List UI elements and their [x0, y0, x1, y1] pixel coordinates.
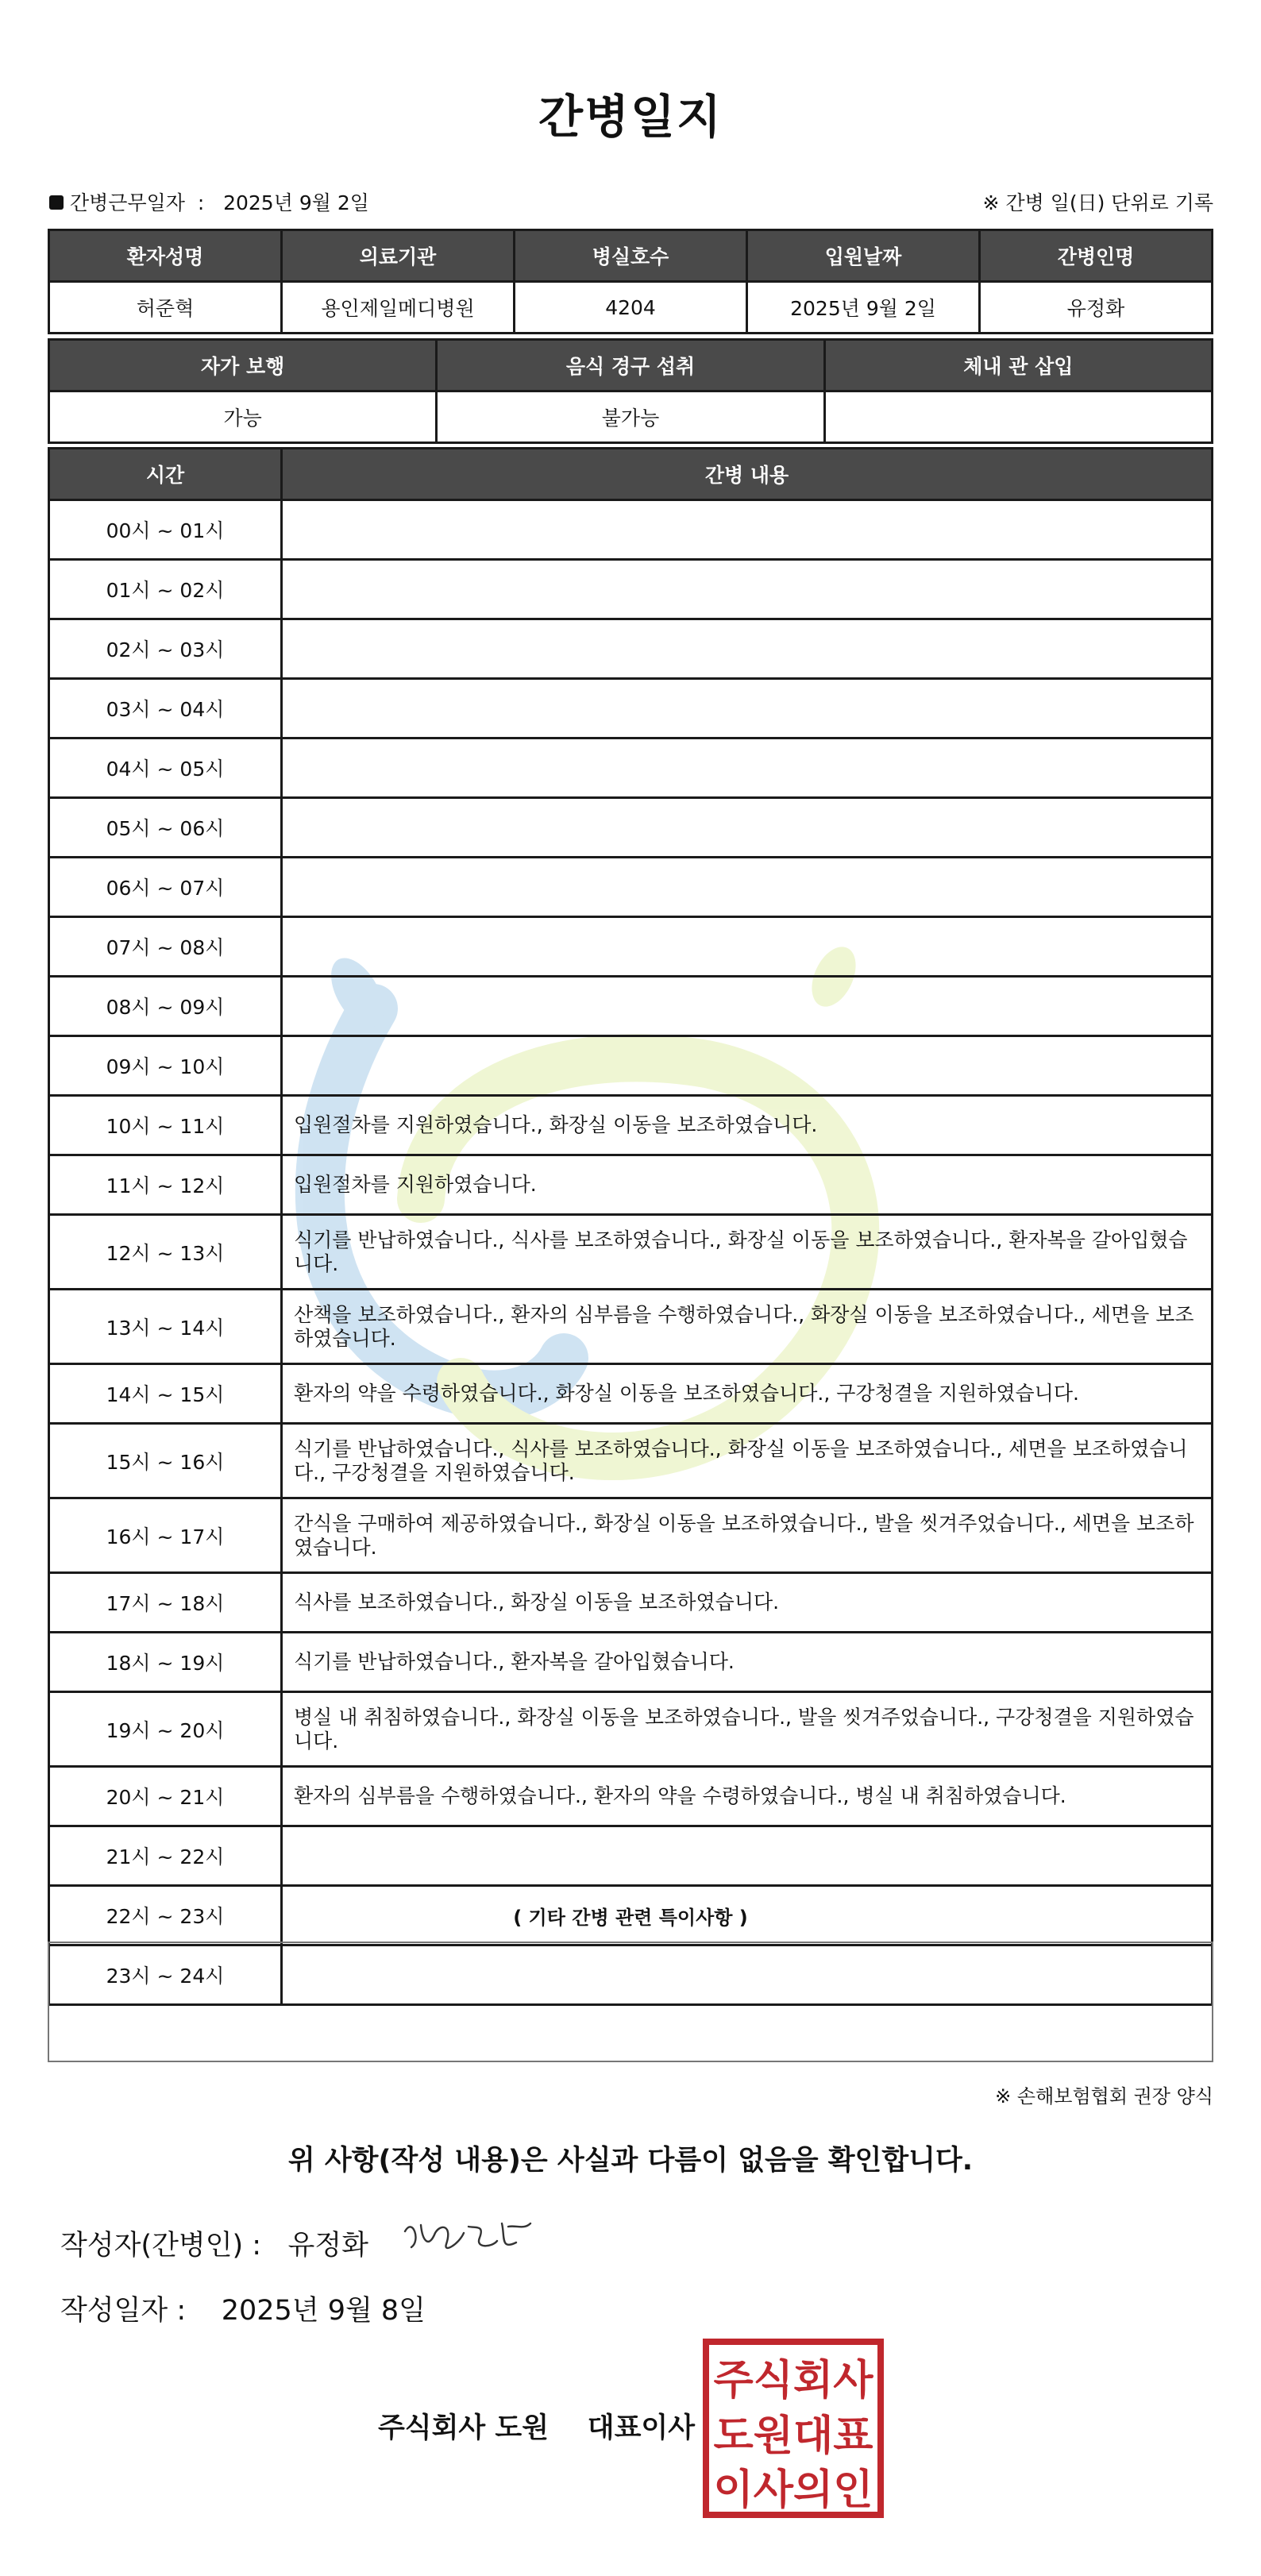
log-content: 간식을 구매하여 제공하였습니다., 화장실 이동을 보조하였습니다., 발을 씻겨주었습니다., 세면을 보조하였습니다. — [282, 1498, 1213, 1573]
log-row — [49, 1826, 1213, 1886]
caregiver-name: 유정화 — [980, 282, 1213, 334]
writer-label: 작성자(간병인) : — [60, 2230, 262, 2262]
header-hospital: 의료기관 — [282, 230, 515, 282]
log-content — [282, 679, 1213, 738]
tube-insertion-status — [824, 391, 1212, 443]
log-content — [282, 619, 1213, 679]
unit-note: ※ 간병 일(日) 단위로 기록 — [982, 191, 1213, 214]
patient-status-table — [48, 338, 1213, 444]
log-row — [49, 1036, 1213, 1096]
log-time: 01시 ~ 02시 — [49, 560, 282, 619]
log-time: 04시 ~ 05시 — [49, 738, 282, 798]
care-log-table — [48, 447, 1213, 2006]
header-room: 병실호수 — [515, 230, 747, 282]
log-time: 05시 ~ 06시 — [49, 798, 282, 858]
company-seal — [703, 2339, 884, 2518]
notes-box — [48, 1942, 1213, 2062]
header-time: 시간 — [49, 449, 282, 500]
log-content — [282, 1826, 1213, 1886]
walking-status: 가능 — [49, 391, 437, 443]
work-date-separator: : — [197, 191, 205, 214]
company-title: 대표이사 — [587, 2412, 696, 2444]
log-time: 18시 ~ 19시 — [49, 1633, 282, 1692]
log-time: 12시 ~ 13시 — [49, 1215, 282, 1290]
log-content — [282, 917, 1213, 977]
written-date-line — [60, 2289, 426, 2328]
log-row — [49, 1573, 1213, 1633]
oral-intake-status: 불가능 — [437, 391, 824, 443]
log-content — [282, 1036, 1213, 1096]
log-time: 20시 ~ 21시 — [49, 1767, 282, 1826]
log-content: 식기를 반납하였습니다., 식사를 보조하였습니다., 화장실 이동을 보조하였습니다., 세면을 보조하였습니다., 구강청결을 지원하였습니다. — [282, 1424, 1213, 1498]
header-admission-date: 입원날짜 — [747, 230, 980, 282]
log-row — [49, 1498, 1213, 1573]
hospital-name: 용인제일메디병원 — [282, 282, 515, 334]
log-time: 10시 ~ 11시 — [49, 1096, 282, 1155]
seal-line: 주식회사 — [713, 2357, 873, 2404]
log-content — [282, 738, 1213, 798]
header-care-content: 간병 내용 — [282, 449, 1213, 500]
log-time: 07시 ~ 08시 — [49, 917, 282, 977]
log-time: 22시 ~ 23시 — [49, 1886, 282, 1945]
patient-info-table — [48, 229, 1213, 334]
header-caregiver: 간병인명 — [980, 230, 1213, 282]
log-row — [49, 500, 1213, 560]
log-row — [49, 1364, 1213, 1424]
log-time: 19시 ~ 20시 — [49, 1692, 282, 1767]
writer-name: 유정화 — [287, 2230, 368, 2262]
header-tube-insertion: 체내 관 삽입 — [824, 340, 1212, 391]
seal-line: 이사의인 — [713, 2466, 873, 2514]
log-time: 13시 ~ 14시 — [49, 1290, 282, 1364]
header-walking: 자가 보행 — [49, 340, 437, 391]
log-content — [282, 977, 1213, 1036]
log-content: 환자의 약을 수령하였습니다., 화장실 이동을 보조하였습니다., 구강청결을 지원하였습니다. — [282, 1364, 1213, 1424]
writer-line — [60, 2223, 368, 2263]
log-time: 02시 ~ 03시 — [49, 619, 282, 679]
written-date-value: 2025년 9월 8일 — [221, 2295, 426, 2327]
log-content: 입원절차를 지원하였습니다. — [282, 1155, 1213, 1215]
log-time: 09시 ~ 10시 — [49, 1036, 282, 1096]
log-row — [49, 977, 1213, 1036]
log-row — [49, 1767, 1213, 1826]
log-row — [49, 738, 1213, 798]
log-row — [49, 1633, 1213, 1692]
log-time: 06시 ~ 07시 — [49, 858, 282, 917]
log-row — [49, 1290, 1213, 1364]
log-row — [49, 858, 1213, 917]
log-content: 식기를 반납하였습니다., 식사를 보조하였습니다., 화장실 이동을 보조하였습니다., 환자복을 갈아입혔습니다. — [282, 1215, 1213, 1290]
header-patient-name: 환자성명 — [49, 230, 282, 282]
log-content: 병실 내 취침하였습니다., 화장실 이동을 보조하였습니다., 발을 씻겨주었습니다., 구강청결을 지원하였습니다. — [282, 1692, 1213, 1767]
log-row — [49, 1096, 1213, 1155]
log-content: 식사를 보조하였습니다., 화장실 이동을 보조하였습니다. — [282, 1573, 1213, 1633]
log-content: 산책을 보조하였습니다., 환자의 심부름을 수행하였습니다., 화장실 이동을 보조하였습니다., 세면을 보조하였습니다. — [282, 1290, 1213, 1364]
log-time: 21시 ~ 22시 — [49, 1826, 282, 1886]
header-oral-intake: 음식 경구 섭취 — [437, 340, 824, 391]
log-time: 14시 ~ 15시 — [49, 1364, 282, 1424]
log-time: 08시 ~ 09시 — [49, 977, 282, 1036]
log-row — [49, 679, 1213, 738]
log-content — [282, 500, 1213, 560]
company-line — [378, 2406, 695, 2446]
written-date-label: 작성일자 : — [60, 2295, 187, 2327]
log-row — [49, 1424, 1213, 1498]
log-time: 00시 ~ 01시 — [49, 500, 282, 560]
form-footnote: ※ 손해보험협회 권장 양식 — [995, 2085, 1213, 2107]
log-row — [49, 560, 1213, 619]
log-time: 15시 ~ 16시 — [49, 1424, 282, 1498]
company-name: 주식회사 도원 — [378, 2412, 550, 2444]
handwritten-signature — [397, 2209, 540, 2265]
work-date-line — [49, 187, 369, 216]
document-title: 간병일지 — [538, 90, 723, 144]
log-time: 11시 ~ 12시 — [49, 1155, 282, 1215]
notes-title: ( 기타 간병 관련 특이사항 ) — [513, 1907, 748, 1929]
log-content: 입원절차를 지원하였습니다., 화장실 이동을 보조하였습니다. — [282, 1096, 1213, 1155]
log-content — [282, 798, 1213, 858]
log-row — [49, 1155, 1213, 1215]
log-time: 17시 ~ 18시 — [49, 1573, 282, 1633]
log-row — [49, 798, 1213, 858]
log-content: 식기를 반납하였습니다., 환자복을 갈아입혔습니다. — [282, 1633, 1213, 1692]
work-date-label: 간병근무일자 — [70, 191, 185, 214]
confirmation-statement: 위 사항(작성 내용)은 사실과 다름이 없음을 확인합니다. — [287, 2145, 974, 2177]
log-row — [49, 1692, 1213, 1767]
bullet-icon — [49, 195, 64, 210]
room-number: 4204 — [515, 282, 747, 334]
log-time: 03시 ~ 04시 — [49, 679, 282, 738]
log-content — [282, 858, 1213, 917]
work-date-value: 2025년 9월 2일 — [223, 191, 369, 214]
seal-line: 도원대표 — [713, 2412, 873, 2460]
patient-name: 허준혁 — [49, 282, 282, 334]
log-row — [49, 619, 1213, 679]
log-content: 환자의 심부름을 수행하였습니다., 환자의 약을 수령하였습니다., 병실 내 취침하였습니다. — [282, 1767, 1213, 1826]
log-content — [282, 560, 1213, 619]
admission-date: 2025년 9월 2일 — [747, 282, 980, 334]
log-row — [49, 1215, 1213, 1290]
log-time: 16시 ~ 17시 — [49, 1498, 282, 1573]
log-time: 23시 ~ 24시 — [49, 1945, 282, 2005]
log-row — [49, 917, 1213, 977]
